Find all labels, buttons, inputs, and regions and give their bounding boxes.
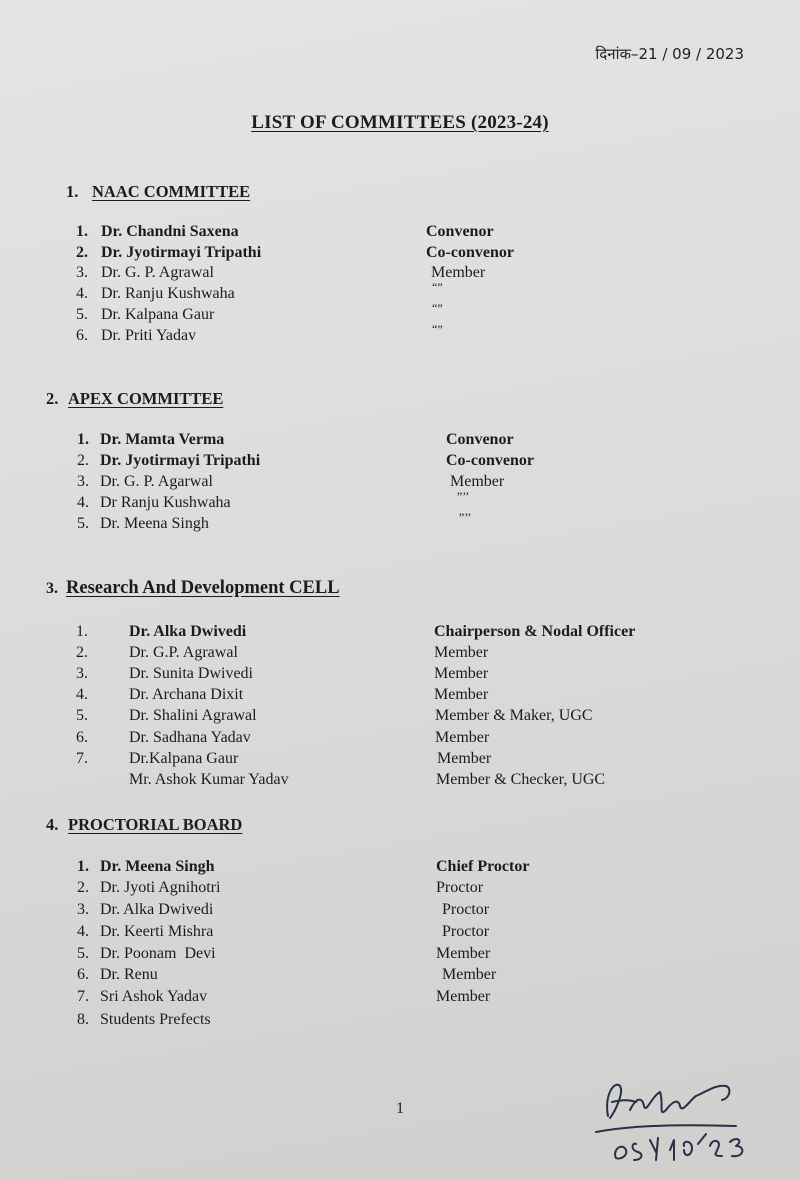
item-number: 2.: [77, 879, 89, 896]
item-number: 5.: [77, 515, 89, 532]
member-role: Chairperson & Nodal Officer: [434, 623, 636, 640]
member-role: Member & Checker, UGC: [436, 771, 606, 788]
item-number: 7.: [77, 988, 89, 1005]
member-role: Chief Proctor: [436, 858, 530, 875]
member-name: Dr Ranju Kushwaha: [100, 494, 231, 511]
item-number: 1.: [77, 858, 89, 875]
handwritten-signature: [586, 1066, 776, 1166]
page-title-text: LIST OF COMMITTEES (2023-24): [251, 112, 549, 133]
section-heading-proctorial: [46, 815, 242, 835]
ditto-mark: “”: [432, 280, 443, 294]
item-number: 4.: [76, 686, 88, 703]
member-role: Member: [434, 644, 489, 661]
item-number: 6.: [76, 327, 88, 344]
member-role: Member: [431, 264, 486, 281]
item-number: 3.: [77, 473, 89, 490]
member-name: Dr. Jyotirmayi Tripathi: [101, 244, 262, 261]
ditto-mark: “”: [432, 301, 443, 315]
item-number: 8.: [77, 1011, 89, 1028]
date-line: दिनांक–21 / 09 / 2023: [595, 45, 744, 63]
member-name: Dr. Keerti Mishra: [100, 923, 214, 940]
ditto-mark: ”’’: [459, 510, 472, 524]
member-name: Dr. Jyoti Agnihotri: [100, 879, 221, 896]
member-name: Dr. Jyotirmayi Tripathi: [100, 452, 261, 469]
item-number: 4.: [76, 285, 88, 302]
member-name: Dr. Meena Singh: [100, 858, 215, 875]
section-number: 1.: [66, 182, 79, 201]
item-number: 5.: [76, 707, 88, 724]
member-name: Dr. G. P. Agarwal: [100, 473, 213, 490]
member-role: Member: [437, 750, 492, 767]
item-number: 7.: [76, 750, 88, 767]
member-role: Convenor: [426, 223, 494, 240]
member-name: Dr. Priti Yadav: [101, 327, 197, 344]
item-number: 6.: [77, 966, 89, 983]
item-number: 3.: [76, 264, 88, 281]
member-name: Dr. Poonam Devi: [100, 945, 216, 962]
item-number: 5.: [77, 945, 89, 962]
item-number: 1.: [76, 623, 88, 640]
item-number: 2.: [76, 644, 88, 661]
section-number: 3.: [46, 580, 58, 597]
item-number: 2.: [76, 244, 88, 261]
member-name: Dr. Renu: [100, 966, 158, 983]
section-title: Research And Development CELL: [66, 578, 340, 598]
item-number: 6.: [76, 729, 88, 746]
page-title: [0, 112, 800, 134]
member-role: Member: [434, 686, 489, 703]
member-name: Dr. Meena Singh: [100, 515, 209, 532]
member-name: Dr. Shalini Agrawal: [129, 707, 257, 724]
item-number: 3.: [76, 665, 88, 682]
member-role: Co-convenor: [426, 244, 514, 261]
member-role: Member & Maker, UGC: [435, 707, 593, 724]
item-number: 4.: [77, 494, 89, 511]
member-role: Member: [436, 945, 491, 962]
item-number: 5.: [76, 306, 88, 323]
member-name: Dr. G. P. Agrawal: [101, 264, 214, 281]
member-name: Dr. Chandni Saxena: [101, 223, 239, 240]
member-role: Member: [434, 665, 489, 682]
member-role: Member: [450, 473, 505, 490]
member-name: Dr. Sunita Dwivedi: [129, 665, 253, 682]
item-number: 1.: [77, 431, 89, 448]
member-name: Dr. G.P. Agrawal: [129, 644, 238, 661]
ditto-mark: ”’’: [457, 489, 470, 503]
section-title: PROCTORIAL BOARD: [68, 815, 243, 834]
member-name: Dr. Alka Dwivedi: [100, 901, 214, 918]
item-number: 3.: [77, 901, 89, 918]
member-name: Dr. Sadhana Yadav: [129, 729, 251, 746]
section-title: NAAC COMMITTEE: [92, 182, 251, 201]
item-number: 2.: [77, 452, 89, 469]
ditto-mark: “”: [432, 322, 443, 336]
member-role: Member: [436, 988, 491, 1005]
member-name: Mr. Ashok Kumar Yadav: [129, 771, 289, 788]
item-number: 1.: [76, 223, 88, 240]
member-role: Proctor: [442, 901, 490, 918]
member-name: Dr. Kalpana Gaur: [101, 306, 215, 323]
member-name: Dr.Kalpana Gaur: [129, 750, 239, 767]
member-name: Students Prefects: [100, 1011, 211, 1028]
member-name: Sri Ashok Yadav: [100, 988, 208, 1005]
member-role: Co-convenor: [446, 452, 534, 469]
section-heading-research: [46, 578, 340, 599]
section-heading-apex: [46, 389, 223, 409]
member-role: Proctor: [442, 923, 490, 940]
member-role: Member: [435, 729, 490, 746]
member-role: Proctor: [436, 879, 484, 896]
section-heading-naac: [66, 182, 250, 202]
member-role: Convenor: [446, 431, 514, 448]
member-name: Dr. Ranju Kushwaha: [101, 285, 235, 302]
section-number: 2.: [46, 389, 59, 408]
member-role: Member: [442, 966, 497, 983]
section-number: 4.: [46, 815, 59, 834]
section-title: APEX COMMITTEE: [68, 389, 224, 408]
member-name: Dr. Alka Dwivedi: [129, 623, 247, 640]
member-name: Dr. Archana Dixit: [129, 686, 244, 703]
page-number: 1: [396, 1100, 404, 1117]
member-name: Dr. Mamta Verma: [100, 431, 225, 448]
item-number: 4.: [77, 923, 89, 940]
